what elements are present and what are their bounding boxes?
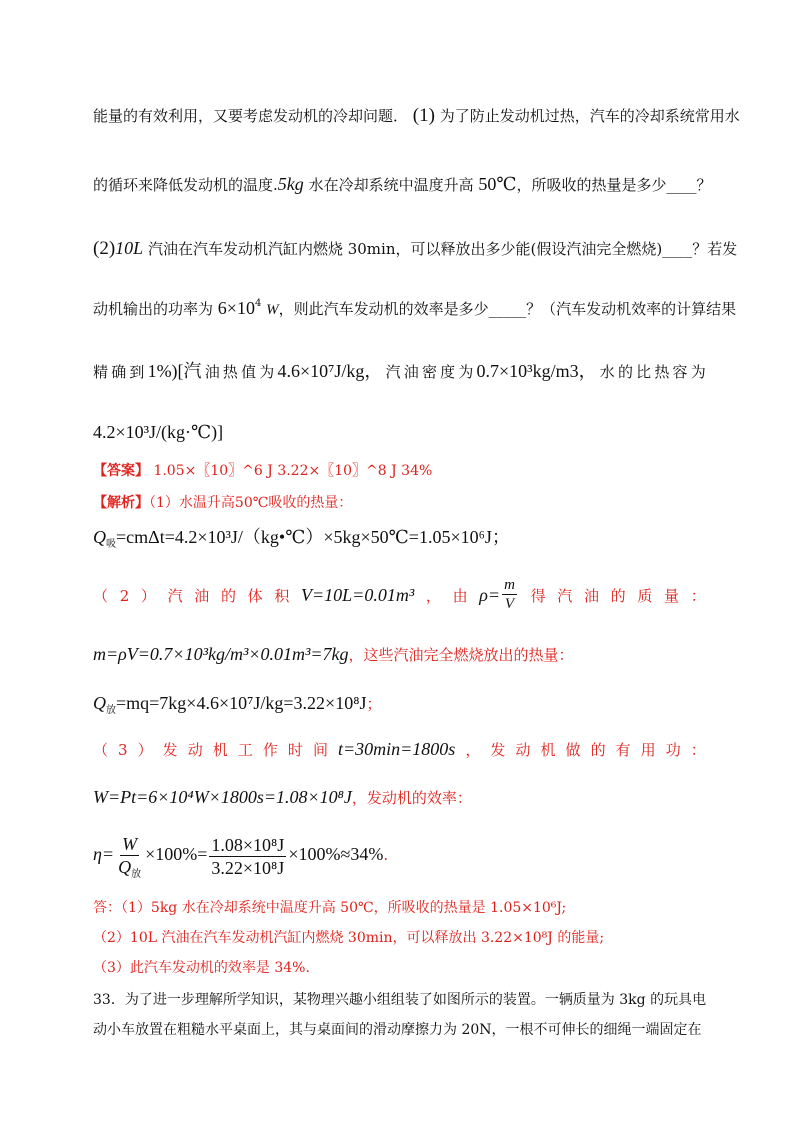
- text-fragment: 值: [241, 363, 257, 381]
- text-fragment: 间: [312, 741, 328, 759]
- part-1-marker: (1): [412, 105, 435, 126]
- text-fragment: 为: [458, 363, 474, 381]
- text-fragment: 度: [440, 363, 456, 381]
- text-fragment: （: [93, 586, 109, 605]
- mass-over-volume-fraction: [502, 576, 517, 613]
- next-question-line-2: 动小车放置在粗糙水平桌面上，其与桌面间的滑动摩擦力为 20N，一根不可伸长的细绳一端固定在: [93, 1022, 702, 1038]
- text-fragment: 油: [194, 586, 210, 605]
- question-line-6: 4.2×10³J/(kg·℃)]: [93, 422, 224, 442]
- text-fragment: 的: [617, 363, 633, 381]
- text-fragment: ）: [137, 741, 153, 759]
- text-fragment: 为: [259, 363, 275, 381]
- text-fragment: 3: [118, 741, 128, 759]
- text-fragment: ，: [465, 741, 481, 759]
- equation-5: η= $\frac{W}{Q_放}$ ×100%= $\frac{\text{1.08×10⁸J}}{\text{3.22×10⁸J}}$ ×100%≈34%.: [93, 834, 389, 880]
- text-fragment: 做: [565, 741, 581, 759]
- text-fragment: 动: [515, 741, 531, 759]
- text-fragment: 动: [187, 741, 203, 759]
- text-fragment: 的: [610, 586, 626, 605]
- text-fragment: 工: [237, 741, 253, 759]
- equation-4: W=Pt=6×10⁴W×1800s=1.08×10⁸J，发动机的效率：: [93, 787, 472, 807]
- final-answer-3: （3）此汽车发动机的效率是 34%.: [93, 960, 310, 976]
- text-fragment: 机: [212, 741, 228, 759]
- text-fragment: 油: [204, 363, 220, 381]
- text-fragment: 精: [93, 363, 109, 381]
- text-fragment: 质: [637, 586, 653, 605]
- text-fragment: 1%)[汽: [147, 361, 202, 381]
- text-fragment: 为: [690, 363, 706, 381]
- text-fragment: 作: [262, 741, 278, 759]
- text-fragment: 4.6×10⁷J/kg，: [277, 361, 383, 381]
- fraction-numerator: m: [504, 577, 515, 593]
- answer-label: 【答案】: [93, 463, 149, 479]
- text-fragment: 由: [452, 586, 468, 605]
- text-fragment: ：: [690, 586, 706, 605]
- question-line-3: (2)10L 汽油在汽车发动机汽缸内燃烧 30min，可以释放出多少能(假设汽油完全燃烧)____？若发: [93, 238, 738, 259]
- text-fragment: 体: [247, 586, 263, 605]
- text-fragment: ：: [690, 741, 706, 759]
- analysis-step-2: [93, 576, 706, 613]
- text-fragment: 水: [599, 363, 615, 381]
- equation-3: $Q_放=mq=7kg\times 4.6\times 10^7J/kg=3.22\times 10^8J$；: [93, 693, 382, 716]
- equation-1: $Q_吸=cm\Delta t=4.2\times 10^3J/(kg•℃)\times 5kg\times 50℃=1.05\times 10^6J$；: [93, 527, 510, 550]
- text-fragment: 到: [129, 363, 145, 381]
- question-line-5: [93, 360, 706, 383]
- text-fragment: 比: [636, 363, 652, 381]
- final-answer-1: 答：（1）5kg 水在冷却系统中温度升高 50℃，所吸收的热量是 1.05×10⁶J;: [93, 900, 567, 916]
- text-fragment: 0.7×10³kg/m3，: [476, 361, 597, 381]
- text-fragment: 时: [287, 741, 303, 759]
- text-fragment: 的: [590, 741, 606, 759]
- fraction-denominator: V: [504, 596, 515, 612]
- text-fragment: 热: [222, 363, 238, 381]
- question-line-1: 能量的有效利用，又要考虑发动机的冷却问题． (1) 为了防止发动机过热，汽车的冷却系统常用水: [93, 105, 740, 126]
- text-fragment: 密: [421, 363, 437, 381]
- text-fragment: 2: [119, 586, 130, 605]
- text-fragment: 的: [220, 586, 236, 605]
- part-2-marker: (2): [93, 238, 116, 259]
- analysis-label: 【解析】: [93, 495, 149, 511]
- question-line-4: 动机输出的功率为 $6\times 10^4$ W，则此汽车发动机的效率是多少_____？（汽车发动机效率的计算结果: [93, 298, 737, 318]
- text-fragment: 量: [664, 586, 680, 605]
- text-fragment: 确: [111, 363, 127, 381]
- math-expression: V=10L=0.01m³: [301, 584, 415, 605]
- text-fragment: 汽: [385, 363, 401, 381]
- text-fragment: （: [93, 741, 109, 759]
- efficiency-fraction-symbolic: $\frac{W}{Q_放}$: [118, 834, 142, 880]
- answer-line: [93, 460, 432, 482]
- answer-text: 1.05×〖10〗^6 J 3.22×〖10〗^8 J 34%: [153, 463, 433, 479]
- efficiency-fraction-numeric: $\frac{\text{1.08×10⁸J}}{\text{3.22×10⁸J}}$: [211, 834, 285, 878]
- text-fragment: 热: [654, 363, 670, 381]
- text-fragment: 功: [665, 741, 681, 759]
- text-fragment: 容: [672, 363, 688, 381]
- text-fragment: 发: [162, 741, 178, 759]
- text-fragment: 得: [530, 586, 546, 605]
- text-fragment: 用: [640, 741, 656, 759]
- rho-symbol: ρ=: [479, 584, 501, 605]
- analysis-label-line: 【解析】（1）水温升高50℃吸收的热量：: [93, 495, 353, 511]
- text-fragment: 汽: [557, 586, 573, 605]
- text-fragment: 油: [403, 363, 419, 381]
- text-fragment: 油: [583, 586, 599, 605]
- text-fragment: 积: [274, 586, 290, 605]
- text-fragment: 汽: [167, 586, 183, 605]
- density-formula: [479, 576, 519, 613]
- math-expression: t=30min=1800s: [338, 739, 456, 759]
- equation-2: m=ρV=0.7×10³kg/m³×0.01m³=7kg，这些汽油完全燃烧放出的热量：: [93, 644, 574, 664]
- next-question-line-1: 33．为了进一步理解所学知识，某物理兴趣小组组装了如图所示的装置。一辆质量为 3kg 的玩具电: [93, 992, 707, 1008]
- final-answer-2: （2）10L 汽油在汽车发动机汽缸内燃烧 30min，可以释放出 3.22×10⁸J 的能量;: [93, 930, 605, 946]
- text-fragment: 机: [540, 741, 556, 759]
- question-line-2: 的循环来降低发动机的温度.5kg 水在冷却系统中温度升高 50℃，所吸收的热量是多少____？: [93, 174, 712, 194]
- text-fragment: ）: [140, 586, 156, 605]
- text-fragment: 发: [490, 741, 506, 759]
- text-fragment: ，: [425, 586, 441, 605]
- analysis-step-3: [93, 738, 706, 761]
- text-fragment: 有: [615, 741, 631, 759]
